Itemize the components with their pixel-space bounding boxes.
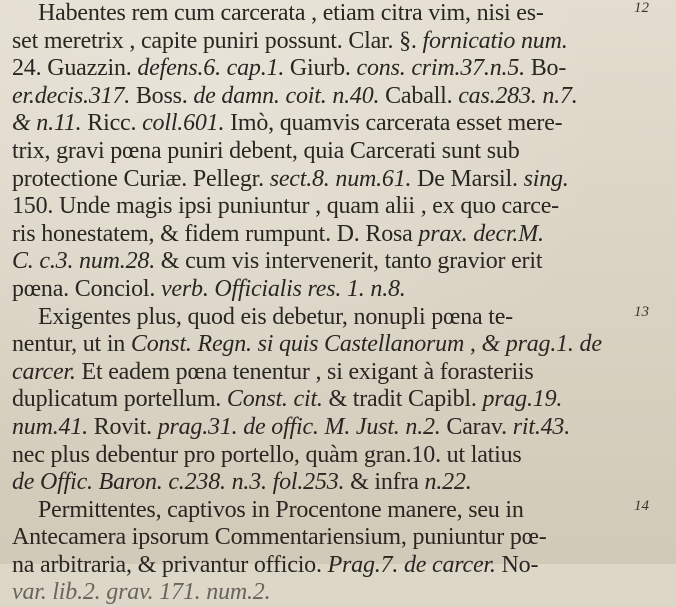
citation-segment: rit.43. [512, 413, 571, 440]
citation-segment: sing. [523, 165, 569, 192]
text-line [12, 0, 634, 28]
text-line [12, 359, 634, 387]
text-line [12, 552, 634, 580]
citation-segment: num.41. [12, 413, 88, 440]
text-line [12, 331, 634, 359]
margin-number-14: 14 [634, 498, 649, 514]
text-segment: Boss. [130, 82, 194, 109]
text-line [12, 469, 634, 497]
text-line [12, 221, 634, 249]
text-line [12, 579, 634, 607]
text-segment: Carav. [440, 413, 513, 440]
citation-segment: C. c.3. num.28. [12, 248, 155, 275]
margin-number-13: 13 [634, 304, 649, 320]
text-segment: protectione Curiæ. Pellegr. [12, 165, 270, 192]
text-segment: & infra [344, 469, 425, 496]
text-line [12, 524, 634, 552]
text-line [12, 442, 634, 470]
citation-segment: & n.11. [12, 110, 82, 137]
text-segment: nentur, ut in [12, 331, 131, 358]
text-line [12, 304, 634, 332]
citation-segment: prag.19. [482, 386, 563, 413]
text-line [12, 497, 634, 525]
citation-segment: de Offic. Baron. c.238. n.3. fol.253. [12, 469, 345, 496]
text-segment: & tradit Capibl. [322, 386, 483, 413]
text-segment: Habentes rem cum carcerata , etiam citra vim, nisi es- [38, 0, 544, 26]
text-segment: duplicatum portellum. [12, 386, 227, 413]
text-segment: Permittentes, captivos in Procentone manere, seu in [38, 496, 524, 523]
citation-segment: er.decis.317. [12, 82, 131, 109]
citation-segment: Const. cit. [226, 386, 323, 413]
citation-segment: Const. Regn. si quis Castellanorum , & prag.1. de [130, 331, 602, 358]
text-line [12, 55, 634, 83]
text-segment: De Marsil. [411, 165, 524, 192]
citation-segment: verb. Officialis res. 1. n.8. [160, 275, 406, 302]
text-segment: Caball. [379, 82, 459, 109]
citation-segment: coll.601. [142, 110, 225, 137]
text-segment: trix, gravi pœna puniri debent, quia Carcerati sunt sub [12, 137, 520, 164]
text-segment: pœna. Conciol. [12, 275, 161, 302]
citation-segment: de damn. coit. n.40. [193, 82, 380, 109]
text-segment: Bo- [524, 55, 567, 82]
citation-segment: fornicatio num. [422, 27, 568, 54]
text-segment: set meretrix , capite puniri possunt. Clar. §. [12, 27, 423, 54]
citation-segment: var. lib.2. grav. 171. num.2. [12, 579, 271, 606]
text-line [12, 138, 634, 166]
citation-segment: carcer. [12, 358, 76, 385]
text-line [12, 110, 634, 138]
text-segment: No- [495, 551, 539, 578]
citation-segment: defens.6. cap.1. [137, 55, 285, 82]
citation-segment: prag.31. de offic. M. Just. n.2. [157, 413, 441, 440]
text-segment: Et eadem pœna tenentur , si exigant à forasteriis [75, 358, 534, 385]
text-line [12, 28, 634, 56]
text-segment: Imò, quamvis carcerata esset mere- [224, 110, 563, 137]
margin-number-12: 12 [634, 0, 649, 16]
text-line [12, 83, 634, 111]
citation-segment: cons. crim.37.n.5. [356, 55, 525, 82]
text-line [12, 414, 634, 442]
text-segment: 150. Unde magis ipsi puniuntur , quam alii , ex quo carce- [12, 193, 559, 220]
citation-segment: Prag.7. de carcer. [327, 551, 496, 578]
citation-segment: prax. decr.M. [418, 220, 544, 247]
text-segment: 24. Guazzin. [12, 55, 138, 82]
text-segment: Giurb. [284, 55, 357, 82]
text-segment: & cum vis intervenerit, tanto gravior erit [155, 248, 543, 275]
text-line [12, 248, 634, 276]
text-segment: Ricc. [81, 110, 143, 137]
page-text [12, 0, 634, 607]
text-line [12, 276, 634, 304]
citation-segment: cas.283. n.7. [458, 82, 578, 109]
citation-segment: sect.8. num.61. [269, 165, 412, 192]
text-line [12, 166, 634, 194]
text-segment: na arbitraria, & privantur officio. [12, 551, 328, 578]
citation-segment: n.22. [424, 469, 472, 496]
text-segment: ris honestatem, & fidem rumpunt. D. Rosa [12, 220, 419, 247]
text-segment: Exigentes plus, quod eis debetur, nonupli pœna te- [38, 303, 513, 330]
text-segment: Rovit. [87, 413, 158, 440]
text-segment: nec plus debentur pro portello, quàm gran.10. ut latius [12, 441, 522, 468]
text-segment: Antecamera ipsorum Commentariensium, puniuntur pœ- [12, 524, 547, 551]
text-line [12, 193, 634, 221]
text-line [12, 386, 634, 414]
